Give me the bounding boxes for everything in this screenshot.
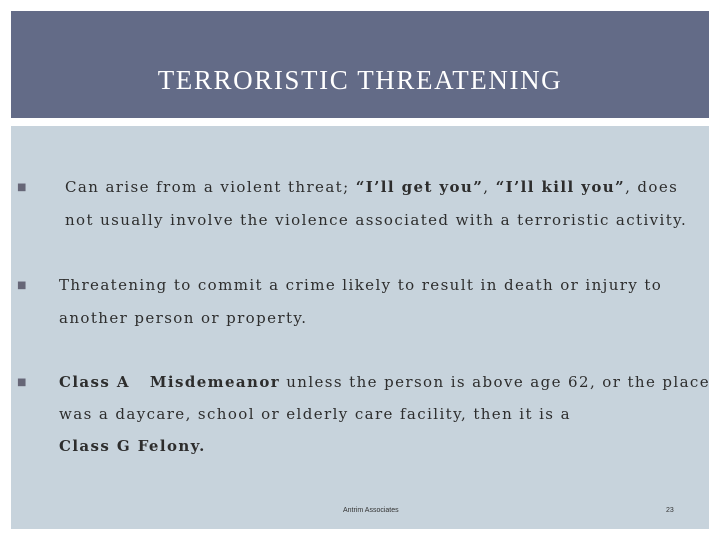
bullet-1-suffix: , does	[625, 178, 679, 196]
slide-title: TERRORISTIC THREATENING	[157, 65, 563, 95]
title-bar	[11, 11, 709, 118]
misdemeanor-label: Misdemeanor	[149, 373, 281, 391]
quote-separator: ,	[483, 178, 496, 196]
page-number: 23	[666, 507, 674, 514]
bullet-2-line-2: another person or property.	[59, 309, 308, 327]
bullet-1-text: Can arise from a violent threat;	[65, 178, 356, 196]
footer-source: Antrim Associates	[343, 507, 399, 514]
bullet-3-line-1	[59, 373, 710, 391]
class-g-felony: Class G Felony.	[59, 437, 206, 455]
class-a-label: Class A	[59, 373, 130, 391]
bullet-3-line-2: was a daycare, school or elderly care facility, then it is a	[59, 405, 571, 423]
bullet-1-line-1	[65, 178, 678, 196]
bullet-square-icon: ■	[17, 182, 27, 193]
bullet-square-icon: ■	[17, 377, 27, 388]
quote-get-you: “I’ll get you”	[355, 178, 484, 196]
content-panel	[11, 126, 709, 529]
bullet-square-icon: ■	[17, 280, 27, 291]
quote-kill-you: “I’ll kill you”	[495, 178, 626, 196]
bullet-2-line-1: Threatening to commit a crime likely to result in death or injury to	[59, 276, 663, 294]
bullet-1-line-2: not usually involve the violence associated with a terroristic activity.	[65, 211, 688, 229]
bullet-3-text: unless the person is above age 62, or the place	[280, 373, 711, 391]
